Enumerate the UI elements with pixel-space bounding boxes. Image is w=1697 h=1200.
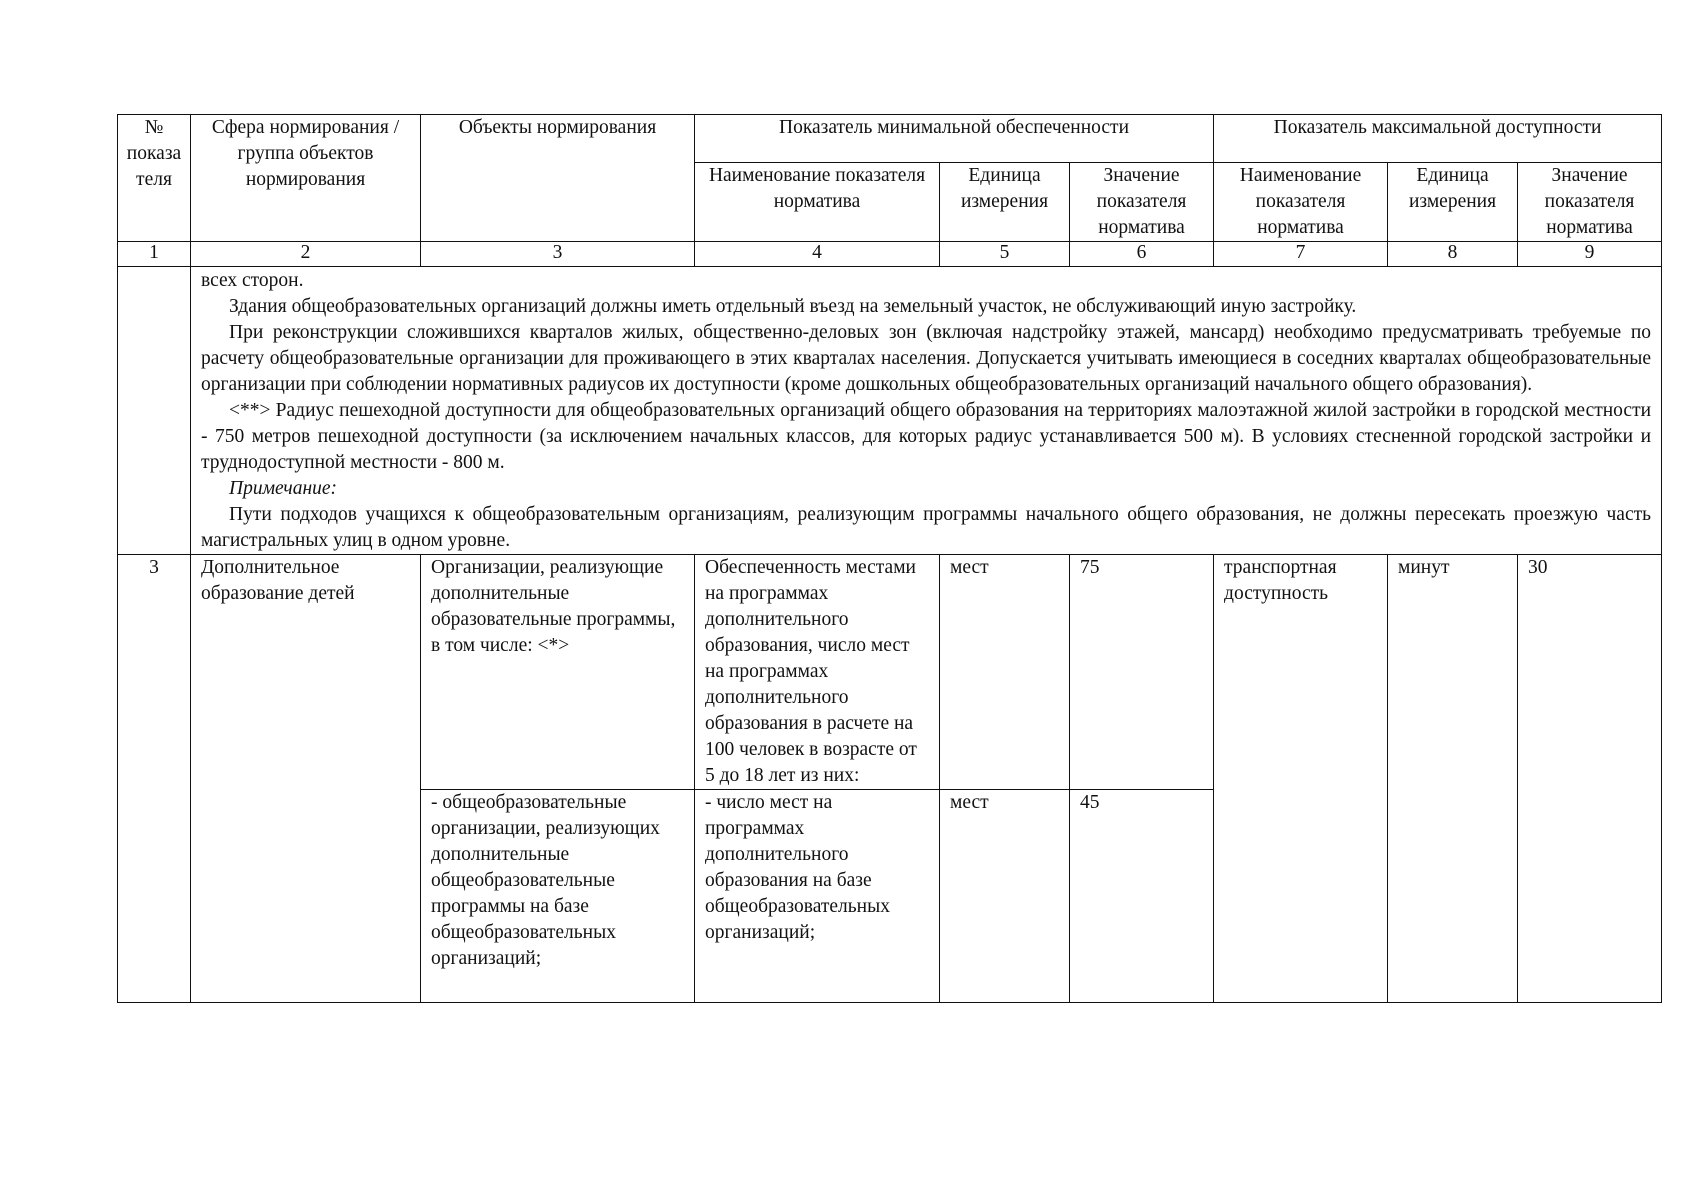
notes-row <box>118 267 1662 555</box>
footnote-paragraph: <**> Радиус пешеходной доступности для общеобразовательных организаций общего образования на территориях малоэтажной жилой застройки в городской местности - 750 метров пешеходной доступности (за исключением начальных классов, для которых радиус устанавливается 500 м). В условиях стесненной городской застройки и труднодоступной местности - 800 м. <box>201 400 1652 473</box>
min-value-cell: 75 <box>1070 555 1214 790</box>
column-number: 4 <box>695 242 940 267</box>
note-heading: Примечание: <box>229 478 338 499</box>
note-paragraph: При реконструкции сложившихся кварталов жилых, общественно-деловых зон (включая надстройку этажей, мансард) необходимо предусматривать требуемые по расчету общеобразовательные организации для проживающего в этих кварталах населения. Допускается учитывать имеющиеся в соседних кварталах общеобразовательные организации при соблюдении нормативных радиусов их доступности (кроме дошкольных общеобразовательных организаций начального общего образования). <box>201 322 1652 395</box>
header-min-unit: Единица измерения <box>940 163 1070 242</box>
header-col-number: № показа теля <box>118 115 191 242</box>
notes-number-cell <box>118 267 191 555</box>
header-col-sphere: Сфера нормирования / группа объектов нормирования <box>191 115 421 242</box>
table-row <box>118 555 1662 790</box>
min-name-cell: - число мест на программах дополнительного образования на базе общеобразовательных организаций; <box>695 790 940 1003</box>
min-value-cell: 45 <box>1070 790 1214 1003</box>
min-unit-cell: мест <box>940 555 1070 790</box>
max-unit-cell: минут <box>1388 555 1518 1003</box>
max-name-cell: транспортная доступность <box>1214 555 1388 1003</box>
column-number: 5 <box>940 242 1070 267</box>
column-number: 2 <box>191 242 421 267</box>
note-paragraph: всех сторон. <box>201 270 304 291</box>
min-name-cell: Обеспеченность местами на программах дополнительного образования, число мест на программах дополнительного образования в расчете на 100 человек в возрасте от 5 до 18 лет из них: <box>695 555 940 790</box>
document-page <box>117 114 1661 1003</box>
column-number: 8 <box>1388 242 1518 267</box>
header-max-value: Значение показателя норматива <box>1518 163 1662 242</box>
notes-cell <box>191 267 1662 555</box>
header-group-min-provision: Показатель минимальной обеспеченности <box>695 115 1214 163</box>
column-number-row <box>118 242 1662 267</box>
header-max-name: Наименование показателя норматива <box>1214 163 1388 242</box>
max-value-cell: 30 <box>1518 555 1662 1003</box>
note-paragraph: Здания общеобразовательных организаций должны иметь отдельный въезд на земельный участок, не обслуживающий иную застройку. <box>229 296 1357 317</box>
object-cell: Организации, реализующие дополнительные образовательные программы, в том числе: <*> <box>421 555 695 790</box>
header-group-max-access: Показатель максимальной доступности <box>1214 115 1662 163</box>
column-number: 1 <box>118 242 191 267</box>
header-col-objects: Объекты нормирования <box>421 115 695 242</box>
column-number: 3 <box>421 242 695 267</box>
norms-table <box>117 114 1662 1003</box>
object-cell: - общеобразовательные организации, реализующих дополнительные общеобразовательные программы на базе общеобразовательных организаций; <box>421 790 695 1003</box>
column-number: 9 <box>1518 242 1662 267</box>
min-unit-cell: мест <box>940 790 1070 1003</box>
sphere-cell: Дополнительное образование детей <box>191 555 421 1003</box>
column-number: 7 <box>1214 242 1388 267</box>
row-number: 3 <box>118 555 191 1003</box>
column-number: 6 <box>1070 242 1214 267</box>
header-max-unit: Единица измерения <box>1388 163 1518 242</box>
header-min-name: Наименование показателя норматива <box>695 163 940 242</box>
header-row-1 <box>118 115 1662 163</box>
note-paragraph: Пути подходов учащихся к общеобразовательным организациям, реализующим программы начального общего образования, не должны пересекать проезжую часть магистральных улиц в одном уровне. <box>201 504 1652 551</box>
header-min-value: Значение показателя норматива <box>1070 163 1214 242</box>
